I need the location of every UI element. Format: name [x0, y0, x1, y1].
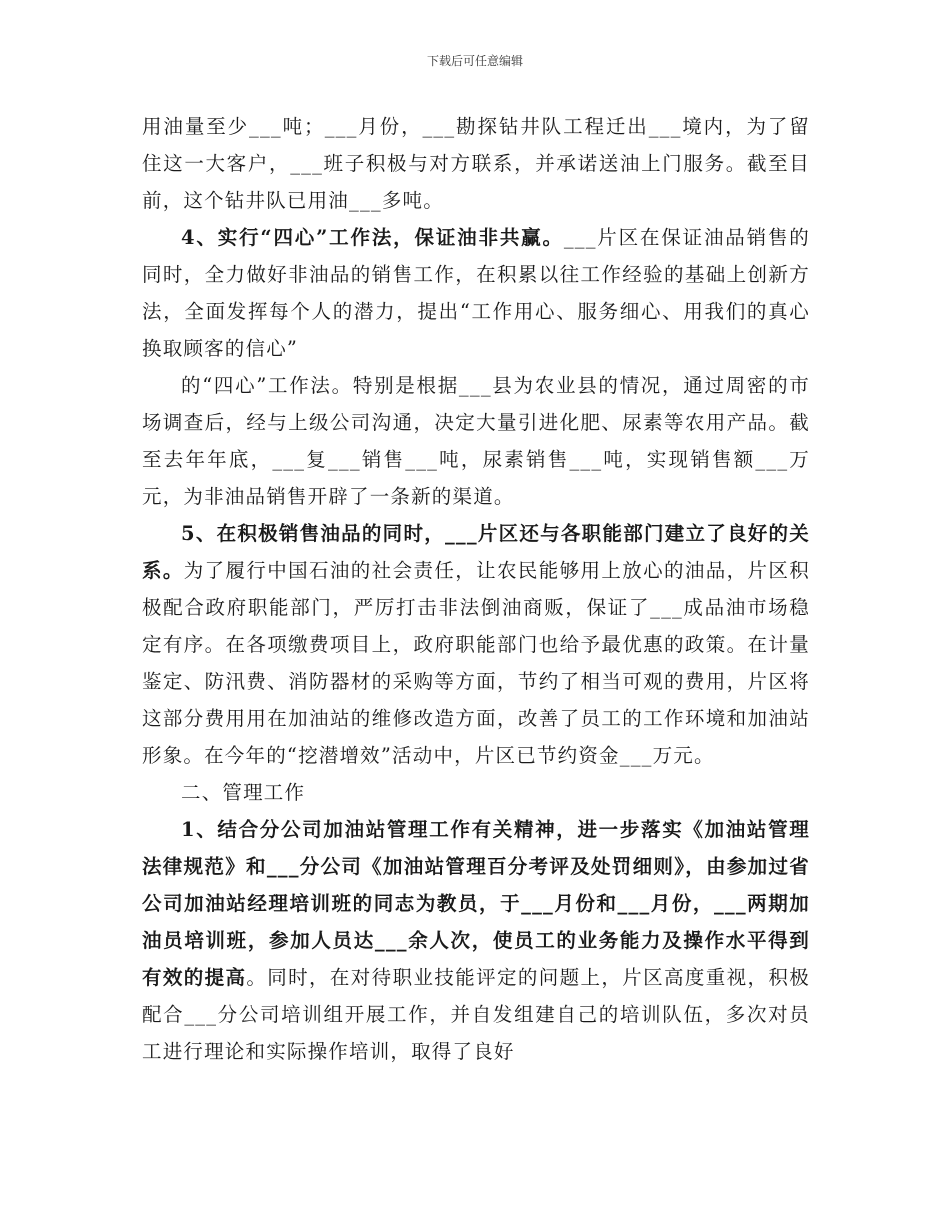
paragraph-6: [142, 811, 810, 1070]
paragraph-1: [142, 108, 810, 219]
paragraph-1-text: 用油量至少___吨；___月份，___勘探钻井队工程迁出___境内，为了留住这一大客户，___班子积极与对方联系，并承诺送油上门服务。截至目前，这个钻井队已用油___多吨。: [142, 115, 810, 212]
paragraph-3-text: 的“四心”工作法。特别是根据___县为农业县的情况，通过周密的市场调查后，经与上级公司沟通，决定大量引进化肥、尿素等农用产品。截至去年年底，___复___销售___吨，尿素销售___吨，实现销售额___万元，为非油品销售开辟了一条新的渠道。: [142, 374, 810, 508]
paragraph-3: [142, 367, 810, 515]
paragraph-6-bold: 1、结合分公司加油站管理工作有关精神，进一步落实《加油站管理法律规范》和___分公司《加油站管理百分考评及处罚细则》，由参加过省公司加油站经理培训班的同志为教员，于___月份和___月份，___两期加油员培训班，参加人员达___余人次，使员工的业务能力及操作水平得到有效的提高: [142, 818, 810, 989]
paragraph-2-bold: 4、实行“四心”工作法，保证油非共赢。: [181, 226, 564, 249]
paragraph-4: [142, 515, 810, 774]
paragraph-4-text: 为了履行中国石油的社会责任，让农民能够用上放心的油品，片区积极配合政府职能部门，严厉打击非法倒油商贩，保证了___成品油市场稳定有序。在各项缴费项目上，政府职能部门也给予最优惠的政策。在计量鉴定、防汛费、消防器材的采购等方面，节约了相当可观的费用，片区将这部分费用用在加油站的维修改造方面，改善了员工的工作环境和加油站形象。在今年的“挖潜增效”活动中，片区已节约资金___万元。: [142, 559, 810, 767]
document-body: [142, 108, 810, 1070]
paragraph-6-text: 。同时，在对待职业技能评定的问题上，片区高度重视，积极配合___分公司培训组开展工作，并自发组建自己的培训队伍，多次对员工进行理论和实际操作培训，取得了良好: [142, 966, 810, 1063]
paragraph-2-text: ___片区在保证油品销售的同时，全力做好非油品的销售工作，在积累以往工作经验的基础上创新方法，全面发挥每个人的潜力，提出“工作用心、服务细心、用我们的真心换取顾客的信心”: [142, 226, 810, 360]
paragraph-4-bold: 5、在积极销售油品的同时，___片区还与各职能部门建立了良好的关系。: [142, 522, 810, 582]
paragraph-5-text: 二、管理工作: [181, 781, 306, 804]
section-heading-management: [142, 774, 810, 811]
page-header-note: 下载后可任意编辑: [426, 54, 523, 68]
paragraph-2: [142, 219, 810, 367]
